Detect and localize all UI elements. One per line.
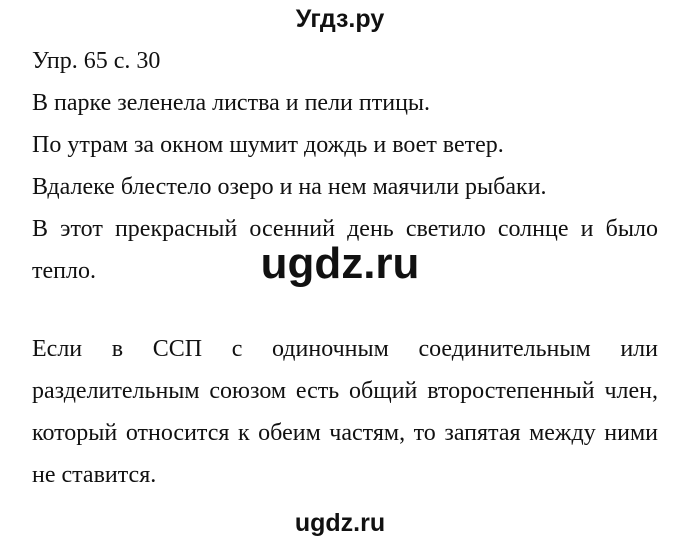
watermark-center: ugdz.ru xyxy=(260,239,420,288)
word: союзом xyxy=(209,378,287,404)
exercise-header: Упр. 65 с. 30 xyxy=(32,48,161,74)
word: член, xyxy=(604,378,658,404)
word: Если xyxy=(32,336,83,362)
word: соединительным xyxy=(418,336,591,362)
word: запятая xyxy=(444,420,521,446)
rule-line-1 xyxy=(32,328,658,370)
word: с xyxy=(231,336,243,362)
word: или xyxy=(620,336,658,362)
sentence-2: По утрам за окном шумит дождь и воет ветер. xyxy=(32,132,504,158)
word: общий xyxy=(349,378,418,404)
sentence-3: Вдалеке блестело озеро и на нем маячили рыбаки. xyxy=(32,174,547,200)
sentence-4-continuation: тепло. xyxy=(32,258,96,284)
word: солнце xyxy=(497,216,569,242)
word: к xyxy=(237,420,250,446)
justified-text xyxy=(32,370,658,412)
word: который xyxy=(32,420,118,446)
word: В xyxy=(32,216,49,242)
word: прекрасный xyxy=(114,216,238,242)
word: ними xyxy=(604,420,658,446)
word: этот xyxy=(60,216,103,242)
word: разделительным xyxy=(32,378,200,404)
word: частям, xyxy=(329,420,406,446)
word: обеим xyxy=(258,420,321,446)
word: то xyxy=(413,420,436,446)
word: осенний xyxy=(249,216,335,242)
word: светило xyxy=(405,216,486,242)
word: относится xyxy=(125,420,230,446)
justified-text xyxy=(32,328,658,370)
watermark-top: Угдз.ру xyxy=(295,5,385,33)
word: день xyxy=(347,216,394,242)
word: одиночным xyxy=(272,336,389,362)
word: ССП xyxy=(152,336,203,362)
word: второстепенный xyxy=(427,378,595,404)
watermark-bottom: ugdz.ru xyxy=(294,509,386,537)
word: в xyxy=(111,336,124,362)
word: между xyxy=(529,420,596,446)
justified-text xyxy=(32,412,658,454)
rule-paragraph xyxy=(32,328,658,496)
rule-line-3 xyxy=(32,412,658,454)
rule-line-4: не ставится. xyxy=(32,462,157,488)
sentence-1: В парке зеленела листва и пели птицы. xyxy=(32,90,431,116)
rule-line-2 xyxy=(32,370,658,412)
word: было xyxy=(605,216,658,242)
word: и xyxy=(580,216,594,242)
word: есть xyxy=(295,378,340,404)
